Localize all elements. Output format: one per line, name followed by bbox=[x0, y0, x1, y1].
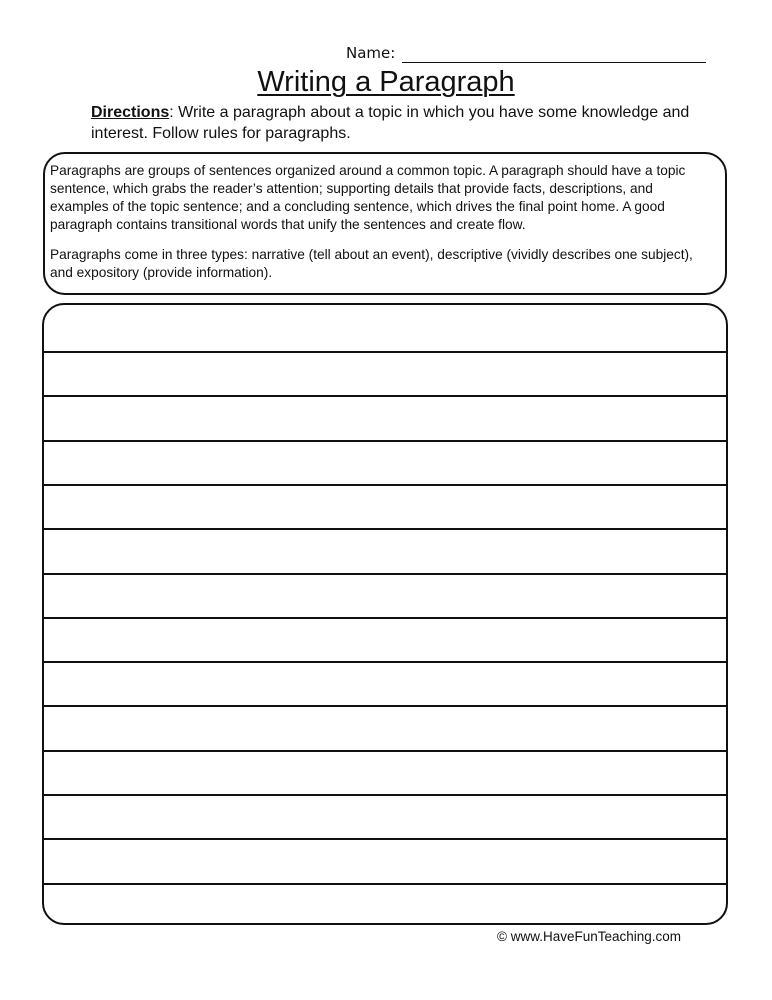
info-paragraph-1: Paragraphs are groups of sentences organized around a common topic. A paragraph should have a topic sentence, which grabs the reader’s attention; supporting details that provide facts, descriptions, and examples of the topic sentence; and a concluding sentence, which drives the final point home. A good paragraph contains transitional words that unify the sentences and create flow. bbox=[50, 163, 686, 232]
writing-line[interactable] bbox=[44, 883, 726, 885]
directions-label: Directions bbox=[91, 104, 170, 121]
writing-line[interactable] bbox=[44, 661, 726, 663]
directions-text: Write a paragraph about a topic in which you have some knowledge and interest. Follow rules for paragraphs. bbox=[91, 104, 690, 142]
info-box bbox=[43, 152, 727, 295]
writing-line[interactable] bbox=[44, 838, 726, 840]
directions bbox=[91, 102, 711, 144]
writing-line[interactable] bbox=[44, 351, 726, 353]
writing-line[interactable] bbox=[44, 573, 726, 575]
writing-line[interactable] bbox=[44, 705, 726, 707]
directions-separator: : bbox=[169, 104, 174, 121]
worksheet-title-container bbox=[0, 64, 772, 100]
writing-area[interactable] bbox=[42, 303, 728, 925]
copyright-footer: © www.HaveFunTeaching.com bbox=[497, 929, 682, 944]
worksheet-title: Writing a Paragraph bbox=[257, 66, 515, 98]
writing-line[interactable] bbox=[44, 794, 726, 796]
writing-line[interactable] bbox=[44, 528, 726, 530]
writing-line[interactable] bbox=[44, 440, 726, 442]
name-label: Name: bbox=[346, 44, 396, 62]
info-paragraph-2: Paragraphs come in three types: narrative (tell about an event), descriptive (vividly describes one subject), and expository (provide information). bbox=[50, 247, 693, 280]
writing-line[interactable] bbox=[44, 750, 726, 752]
writing-line[interactable] bbox=[44, 617, 726, 619]
name-blank-line[interactable] bbox=[402, 62, 706, 63]
writing-line[interactable] bbox=[44, 395, 726, 397]
writing-line[interactable] bbox=[44, 484, 726, 486]
